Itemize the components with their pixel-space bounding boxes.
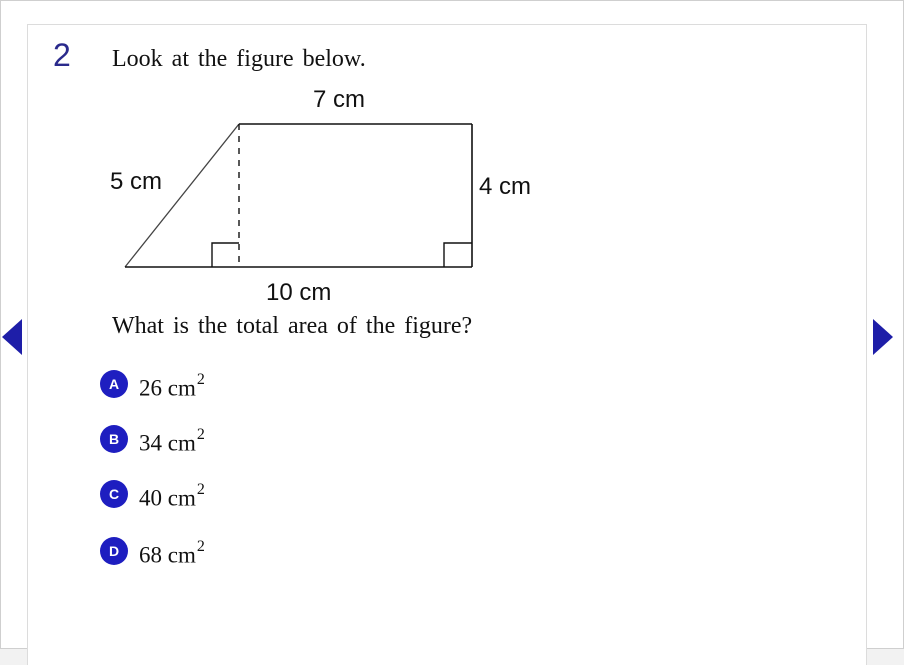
label-right: 4 cm: [479, 173, 532, 200]
choice-b-value: 34 cm: [139, 430, 196, 456]
choice-a-badge: A: [100, 370, 128, 398]
choice-a-value: 26 cm: [139, 375, 196, 401]
next-arrow-icon[interactable]: [873, 319, 893, 355]
choice-d-text: [139, 538, 205, 569]
right-angle-mark-corner: [444, 243, 472, 267]
question-text: What is the total area of the figure?: [112, 313, 473, 339]
choice-c-value: 40 cm: [139, 485, 196, 511]
choice-c-text: [139, 481, 205, 512]
choice-c-badge: C: [100, 480, 128, 508]
choice-b-exponent: 2: [196, 426, 205, 444]
figure-slanted-side: [125, 124, 239, 267]
label-bottom: 10 cm: [266, 279, 332, 306]
choice-d-value: 68 cm: [139, 542, 196, 568]
label-left: 5 cm: [110, 168, 163, 195]
choice-a-text: [139, 371, 205, 402]
previous-arrow-icon[interactable]: [2, 319, 22, 355]
choice-b-badge: B: [100, 425, 128, 453]
choice-b[interactable]: [100, 424, 205, 454]
choice-c[interactable]: [100, 479, 205, 509]
trapezoid-figure: [100, 82, 560, 312]
label-top: 7 cm: [313, 86, 366, 113]
choice-a[interactable]: [100, 369, 205, 399]
question-number: 2: [53, 37, 71, 73]
choice-a-exponent: 2: [196, 371, 205, 389]
choice-b-text: [139, 426, 205, 457]
choice-d[interactable]: [100, 536, 205, 566]
choice-c-exponent: 2: [196, 481, 205, 499]
question-prompt: Look at the figure below.: [112, 46, 366, 72]
right-angle-mark-inner: [212, 243, 239, 267]
choice-d-badge: D: [100, 537, 128, 565]
choice-d-exponent: 2: [196, 538, 205, 556]
